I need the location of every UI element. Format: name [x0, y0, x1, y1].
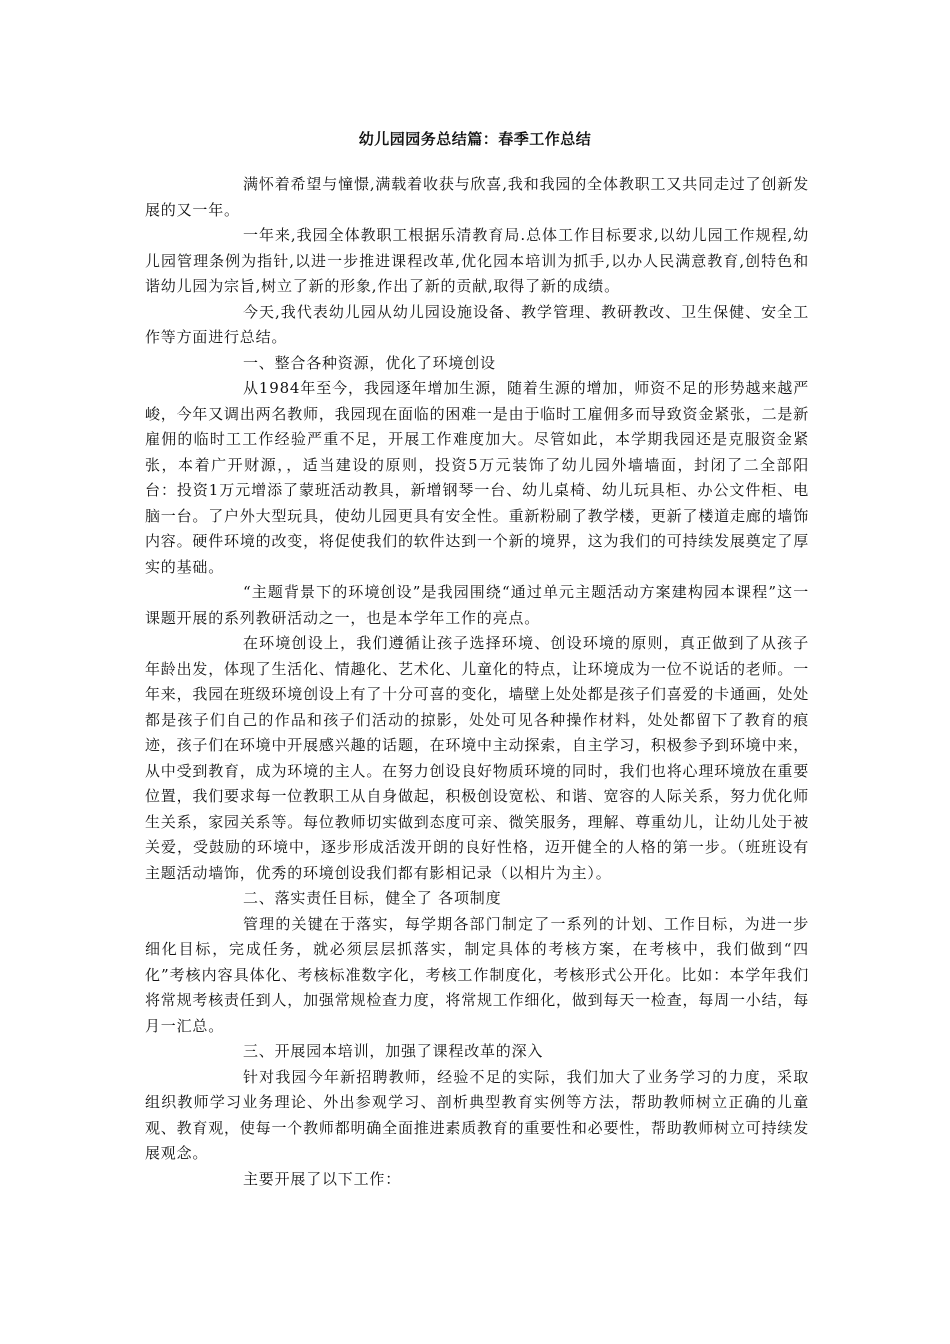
paragraph-management: 管理的关键在于落实，每学期各部门制定了一系列的计划、工作目标，为进一步细化目标，完成任务，就必须层层抓落实，制定具体的考核方案，在考核中，我们做到“四化”考核内容具体化、考核标准数字化，考核工作制度化，考核形式公开化。比如：本学年我们将常规考核责任到人，加强常规检查力度，将常规工作细化，做到每天一检查，每周一小结，每月一汇总。 — [145, 914, 809, 1035]
section-heading-2: 二、落实责任目标，健全了 各项制度 — [243, 889, 502, 907]
paragraph-resources: 从1984年至今，我园逐年增加生源，随着生源的增加，师资不足的形势越来越严峻，今年又调出两名教师，我园现在面临的困难一是由于临时工雇佣多而导致资金紧张，二是新雇佣的临时工工作经验严重不足，开展工作难度加大。尽管如此，本学期我园还是克服资金紧张，本着广开财源，，适当建设的原则，投资5万元装饰了幼儿园外墙墙面，封闭了二全部阳台：投资1万元增添了蒙班活动教具，新增钢琴一台、幼儿桌椅、幼儿玩具柜、办公文件柜、电脑一台。了户外大型玩具，使幼儿园更具有安全性。重新粉刷了教学楼，更新了楼道走廊的墙饰内容。硬件环境的改变，将促使我们的软件达到一个新的境界，这为我们的可持续发展奠定了厚实的基础。 — [145, 379, 809, 576]
paragraph-environment-creation: 在环境创设上，我们遵循让孩子选择环境、创设环境的原则，真正做到了从孩子年龄出发，体现了生活化、情趣化、艺术化、儿童化的特点，让环境成为一位不说话的老师。一年来，我园在班级环境创设上有了十分可喜的变化，墙壁上处处都是孩子们喜爱的卡通画，处处都是孩子们自己的作品和孩子们活动的掠影，处处可见各种操作材料，处处都留下了教育的痕迹，孩子们在环境中开展感兴趣的话题，在环境中主动探索，自主学习，积极参予到环境中来，从中受到教育，成为环境的主人。在努力创设良好物质环境的同时，我们也将心理环境放在重要位置，我们要求每一位教职工从自身做起，积极创设宽松、和谐、宽容的人际关系，努力优化师生关系，家园关系等。每位教师切实做到态度可亲、微笑服务，理解、尊重幼儿，让幼儿处于被关爱，受鼓励的环境中，逐步形成活泼开朗的良好性格，迈开健全的人格的第一步。（班班设有主题活动墙饰，优秀的环境创设我们都有影相记录（以相片为主）。 — [145, 634, 809, 882]
paragraph-theme-environment: “主题背景下的环境创设”是我园围绕“通过单元主题活动方案建构园本课程”这一课题开展的系列教研活动之一，也是本学年工作的亮点。 — [145, 583, 809, 627]
paragraph-overview: 一年来,我园全体教职工根据乐清教育局.总体工作目标要求,以幼儿园工作规程,幼儿园管理条例为指针,以进一步推进课程改革,优化园本培训为抓手,以办人民满意教育,创特色和谐幼儿园为宗旨,树立了新的形象,作出了新的贡献,取得了新的成绩。 — [145, 226, 809, 295]
document-title: 幼儿园园务总结篇：春季工作总结 — [358, 130, 592, 148]
section-heading-1: 一、整合各种资源，优化了环境创设 — [243, 353, 496, 372]
section-heading-3: 三、开展园本培训，加强了课程改革的深入 — [243, 1042, 544, 1060]
paragraph-summary-scope: 今天,我代表幼儿园从幼儿园设施设备、教学管理、教研教改、卫生保健、安全工作等方面进行总结。 — [145, 302, 809, 346]
paragraph-training: 针对我园今年新招聘教师，经验不足的实际，我们加大了业务学习的力度，采取组织教师学习业务理论、外出参观学习、剖析典型教育实例等方法，帮助教师树立正确的儿童观、教育观，使每一个教师都明确全面推进素质教育的重要性和必要性，帮助教师树立可持续发展观念。 — [145, 1067, 809, 1162]
paragraph-intro: 满怀着希望与憧憬,满载着收获与欣喜,我和我园的全体教职工又共同走过了创新发展的又一年。 — [145, 175, 809, 219]
paragraph-main-work: 主要开展了以下工作： — [243, 1169, 402, 1188]
document-body — [145, 172, 809, 1192]
